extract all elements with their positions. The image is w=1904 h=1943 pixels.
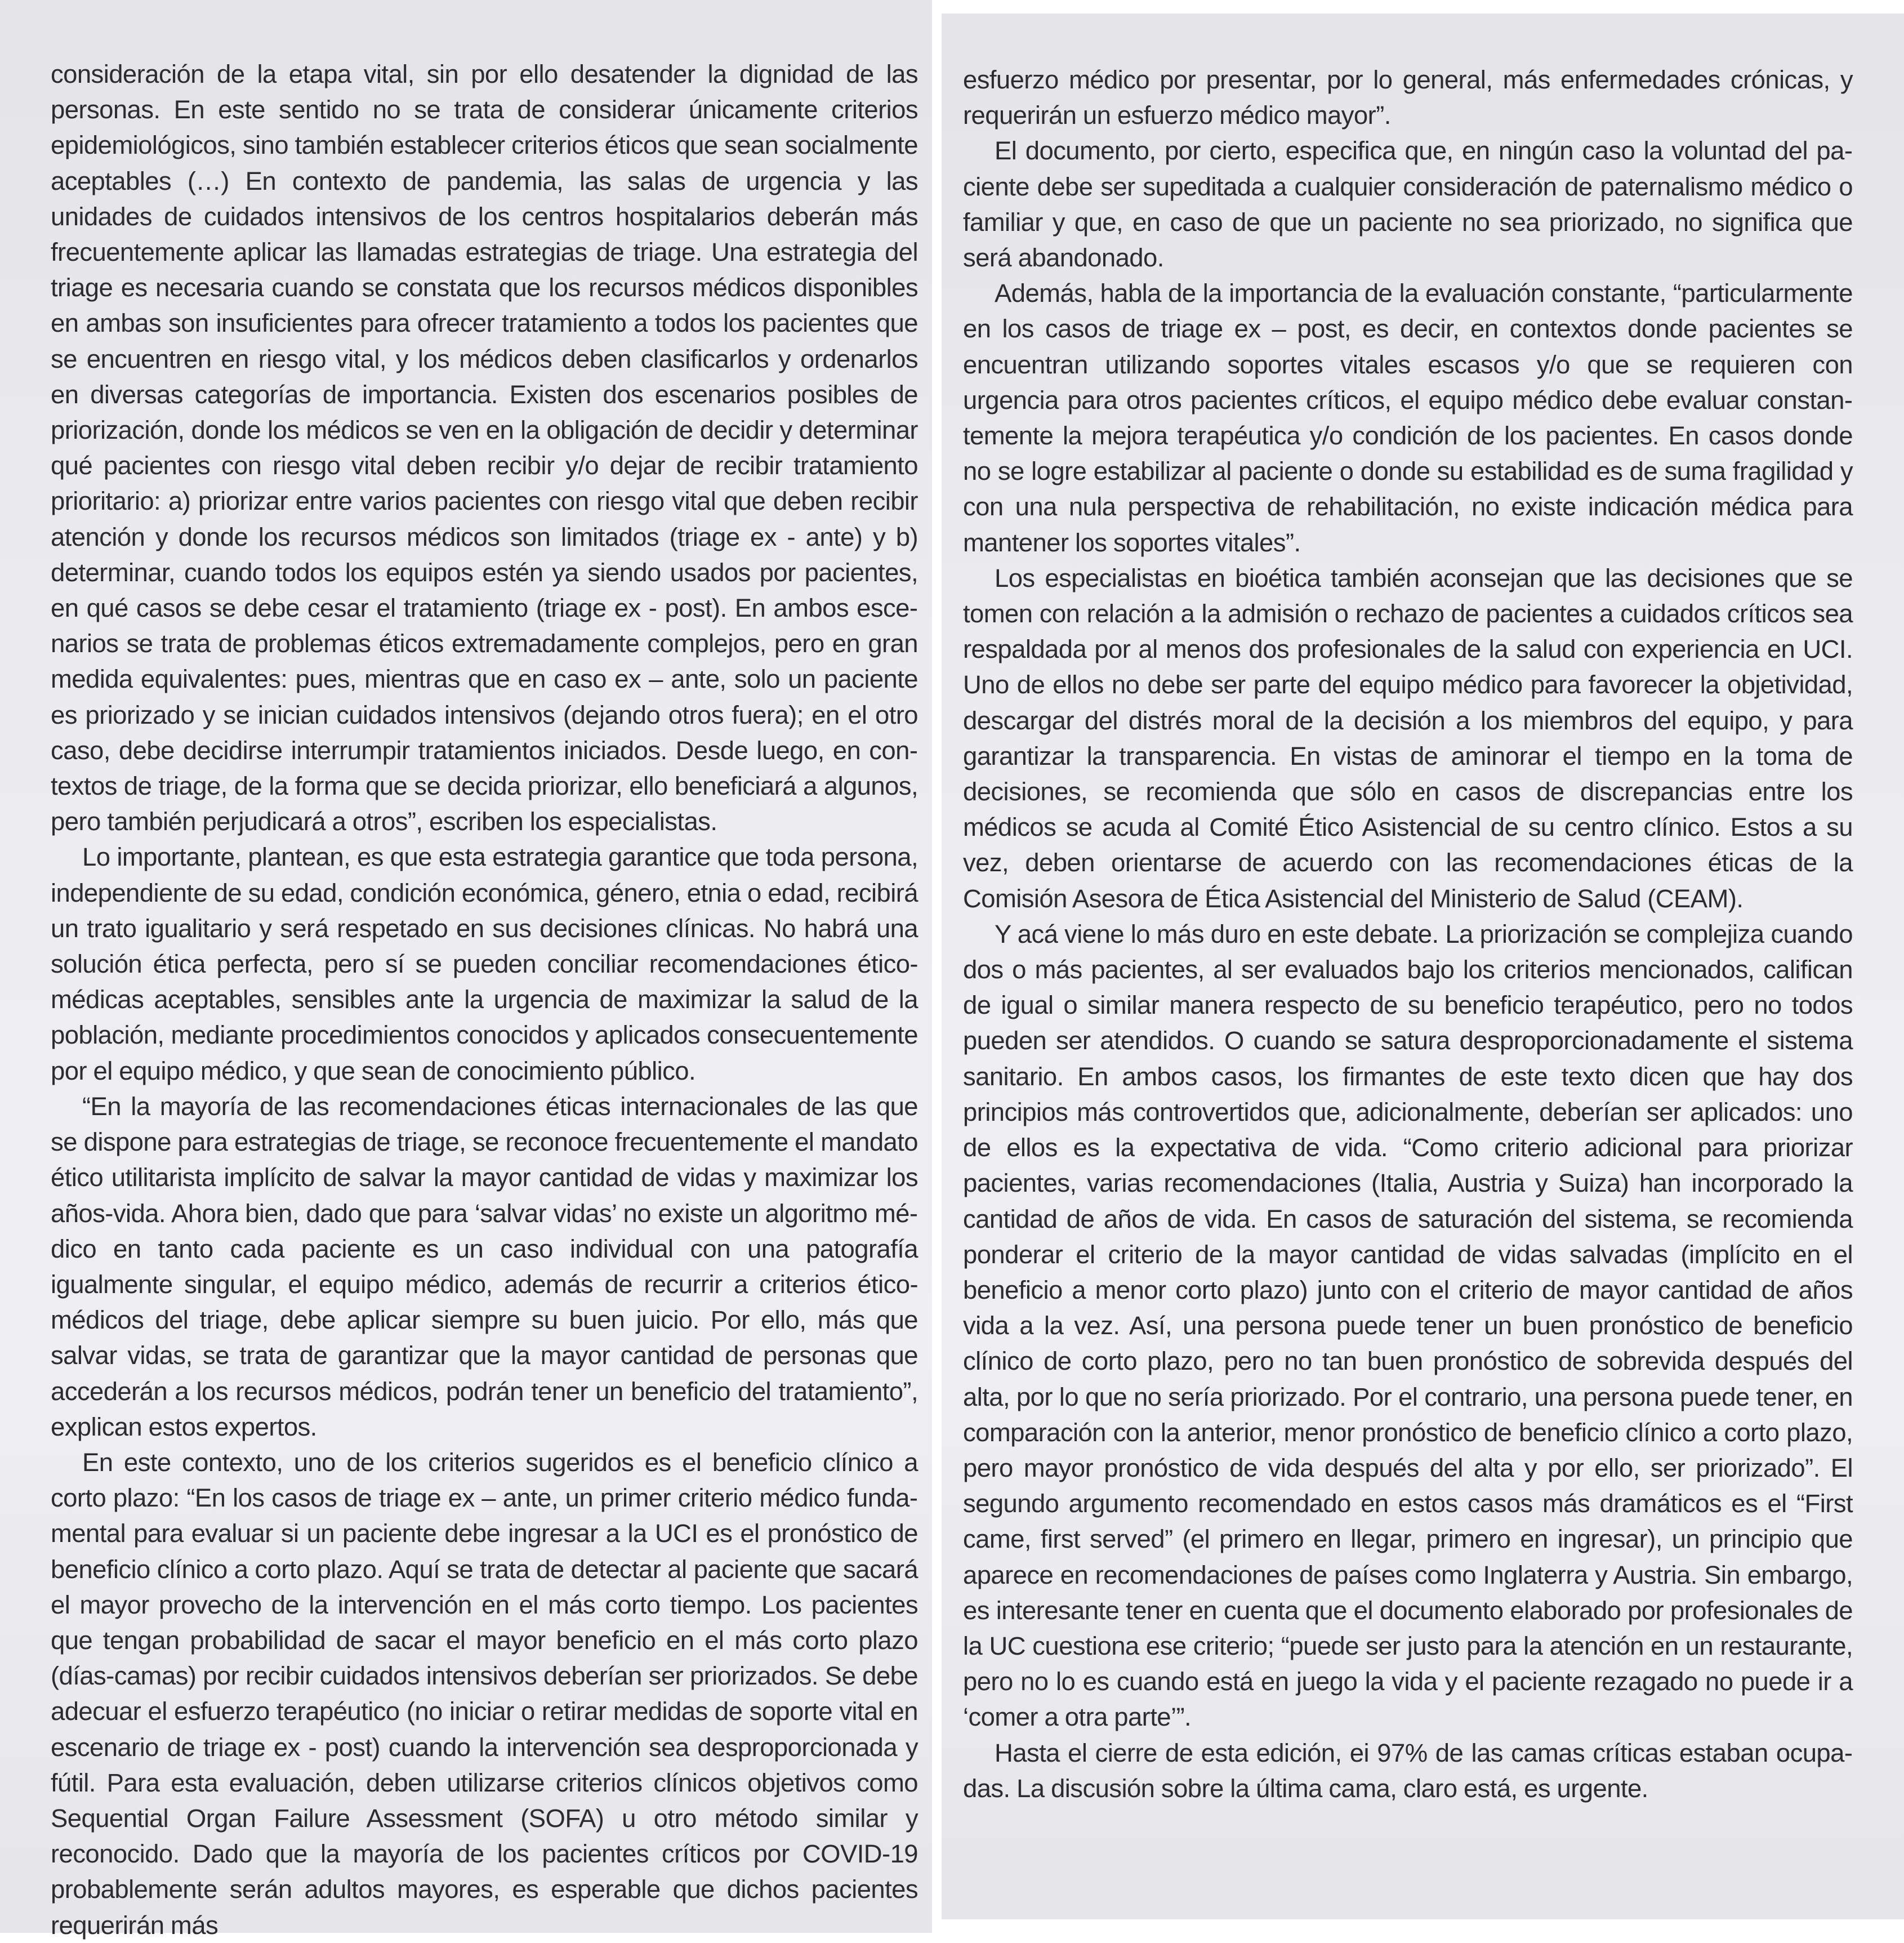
page-gutter [932, 0, 942, 1933]
left-paragraph-4: En este contexto, uno de los criterios sugeridos es el beneficio clínico a corto plazo: “En los casos de triage ex – ante, un primer criterio médico fundamental para evaluar si un paciente debe ingresar a la UCI es el pronóstico de beneficio clínico a corto plazo. Aquí se trata de detectar al paciente que sacará el mayor provecho de la intervención en el más corto tiempo. Los pacientes que tengan probabilidad de sacar el mayor beneficio en el más corto plazo (días-camas) por recibir cuidados intensivos deberían ser priorizados. Se debe adecuar el esfuerzo terapéutico (no iniciar o retirar medidas de soporte vital en escenario de triage ex - post) cuando la intervención sea desproporcionada y fútil. Para esta evaluación, deben utilizarse criterios clínicos objetivos como Sequential Organ Failure Assessment (SOFA) u otro método similar y reconocido. Dado que la mayoría de los pacientes críticos por COVID-19 probablemente serán adultos mayores, es esperable que dichos pacientes requerirán más [51, 1447, 918, 1940]
right-paragraph-4: Los especialistas en bioética también aconsejan que las decisiones que se tomen con relación a la admisión o rechazo de pacientes a cuidados críticos sea respaldada por al menos dos profesionales de la salud con experiencia en UCI. Uno de ellos no debe ser parte del equipo médico para favorecer la objetividad, descargar del distrés moral de la decisión a los miembros del equipo, y para garantizar la transparencia. En vistas de aminorar el tiempo en la toma de decisiones, se recomienda que sólo en casos de discrepancias entre los médicos se acuda al Comité Ético Asistencial de su centro clínico. Estos a su vez, deben orientarse de acuerdo con las recomendaciones éticas de la Comisión Asesora de Ética Asistencial del Ministerio de Salud (CEAM). [963, 563, 1853, 913]
right-paragraph-2: El documento, por cierto, especifica que, en ningún caso la voluntad del paciente debe ser supeditada a cualquier consideración de paternalismo médico o familiar y que, en caso de que un paciente no sea priorizado, no significa que será abandonado. [963, 136, 1853, 273]
right-paragraph-1: esfuerzo médico por presentar, por lo general, más enfermedades crónicas, y requerirán un esfuerzo médico mayor”. [963, 65, 1853, 130]
left-page [0, 0, 932, 1940]
left-paragraph-1: consideración de la etapa vital, sin por ello desatender la dignidad de las personas. En este sentido no se trata de considerar únicamente criterios epidemiológicos, sino también establecer criterios éticos que sean socialmente aceptables (…) En contexto de pandemia, las salas de urgencia y las unidades de cuidados intensivos de los centros hospitalarios deberán más frecuentemente aplicar las llamadas estrategias de triage. Una estrategia del triage es necesaria cuando se constata que los recursos médicos disponibles en ambas son insuficientes para ofrecer tratamiento a todos los pacientes que se encuentren en riesgo vital, y los médicos deben clasificarlos y ordenarlos en diversas categorías de importancia. Existen dos escenarios posibles de priorización, donde los médicos se ven en la obligación de decidir y determinar qué pacientes con riesgo vital deben recibir y/o dejar de recibir tratamiento prioritario: a) priorizar entre varios pacientes con riesgo vital que deben recibir atención y donde los recursos médicos son limitados (triage ex - ante) y b) determinar, cuando todos los equipos estén ya siendo usados por pacientes, en qué casos se debe cesar el tratamiento (triage ex - post). En ambos escenarios se trata de problemas éticos extremadamente complejos, pero en gran medida equivalentes: pues, mientras que en caso ex – ante, solo un paciente es priorizado y se inician cuidados intensivos (dejando otros fuera); en el otro caso, debe decidirse interrumpir tratamientos iniciados. Desde luego, en contextos de triage, de la forma que se decida priorizar, ello beneficiará a algunos, pero también perjudicará a otros”, escriben los especialistas. [51, 60, 918, 836]
right-text-column [963, 62, 1853, 1806]
right-paragraph-3: Además, habla de la importancia de la evaluación constante, “particularmente en los casos de triage ex – post, es decir, en contextos donde pacientes se encuentran utilizando soportes vitales escasos y/o que se requieren con urgencia para otros pacientes críticos, el equipo médico debe evaluar constantemente la mejora terapéutica y/o condición de los pacientes. En casos donde no se logre estabilizar al paciente o donde su estabilidad es de suma fragilidad y con una nula perspectiva de rehabilitación, no existe indicación médica para mantener los soportes vitales”. [963, 279, 1853, 557]
left-paragraph-3: “En la mayoría de las recomendaciones éticas internacionales de las que se dispone para estrategias de triage, se reconoce frecuentemente el mandato ético utilitarista implícito de salvar la mayor cantidad de vidas y maximizar los años-vida. Ahora bien, dado que para ‘salvar vidas’ no existe un algoritmo médico en tanto cada paciente es un caso individual con una patografía igualmente singular, el equipo médico, además de recurrir a criterios ético-médicos del triage, debe aplicar siempre su buen juicio. Por ello, más que salvar vidas, se trata de garantizar que la mayor cantidad de personas que accederán a los recursos médicos, podrán tener un beneficio del tratamiento”, explican estos expertos. [51, 1091, 918, 1441]
right-paragraph-6: Hasta el cierre de esta edición, ei 97% de las camas críticas estaban ocupadas. La discusión sobre la última cama, claro está, es urgente. [963, 1738, 1853, 1803]
right-page [942, 14, 1904, 1919]
right-paragraph-5: Y acá viene lo más duro en este debate. La priorización se complejiza cuando dos o más pacientes, al ser evaluados bajo los criterios mencionados, califican de igual o similar manera respecto de su beneficio terapéutico, pero no todos pueden ser atendidos. O cuando se satura desproporcionadamente el sistema sanitario. En ambos casos, los firmantes de este texto dicen que hay dos principios más controvertidos que, adicionalmente, deberían ser aplicados: uno de ellos es la expectativa de vida. “Como criterio adicional para priorizar pacientes, varias recomendaciones (Italia, Austria y Suiza) han incorporado la cantidad de años de vida. En casos de saturación del sistema, se recomienda ponderar el criterio de la mayor cantidad de vidas salvadas (implícito en el beneficio a menor corto plazo) junto con el criterio de mayor cantidad de años vida a la vez. Así, una persona puede tener un buen pronóstico de beneficio clínico de corto plazo, pero no tan buen pronóstico de sobrevida después del alta, por lo que no sería priorizado. Por el contrario, una persona puede tener, en comparación con la anterior, menor pronóstico de beneficio clínico a corto plazo, pero mayor pronóstico de vida después del alta y por ello, ser priorizado”. El segundo argumento recomendado en estos casos más dramáticos es el “First came, first served” (el primero en llegar, primero en ingresar), un principio que aparece en recomendaciones de países como Inglaterra y Austria. Sin embargo, es interesante tener en cuenta que el documento elaborado por profesionales de la UC cuestiona ese criterio; “puede ser justo para la atención en un restaurante, pero no lo es cuando está en juego la vida y el paciente rezagado no puede ir a ‘comer a otra parte’”. [963, 919, 1853, 1732]
left-text-column [51, 56, 918, 1943]
left-paragraph-2: Lo importante, plantean, es que esta estrategia garantice que toda persona, independiente de su edad, condición económica, género, etnia o edad, recibirá un trato igualitario y será respetado en sus decisiones clínicas. No habrá una solución ética perfecta, pero sí se pueden conciliar recomendaciones ético-médicas aceptables, sensibles ante la urgencia de maximizar la salud de la población, mediante procedimientos conocidos y aplicados consecuentemente por el equipo médico, y que sean de conocimiento público. [51, 843, 918, 1085]
